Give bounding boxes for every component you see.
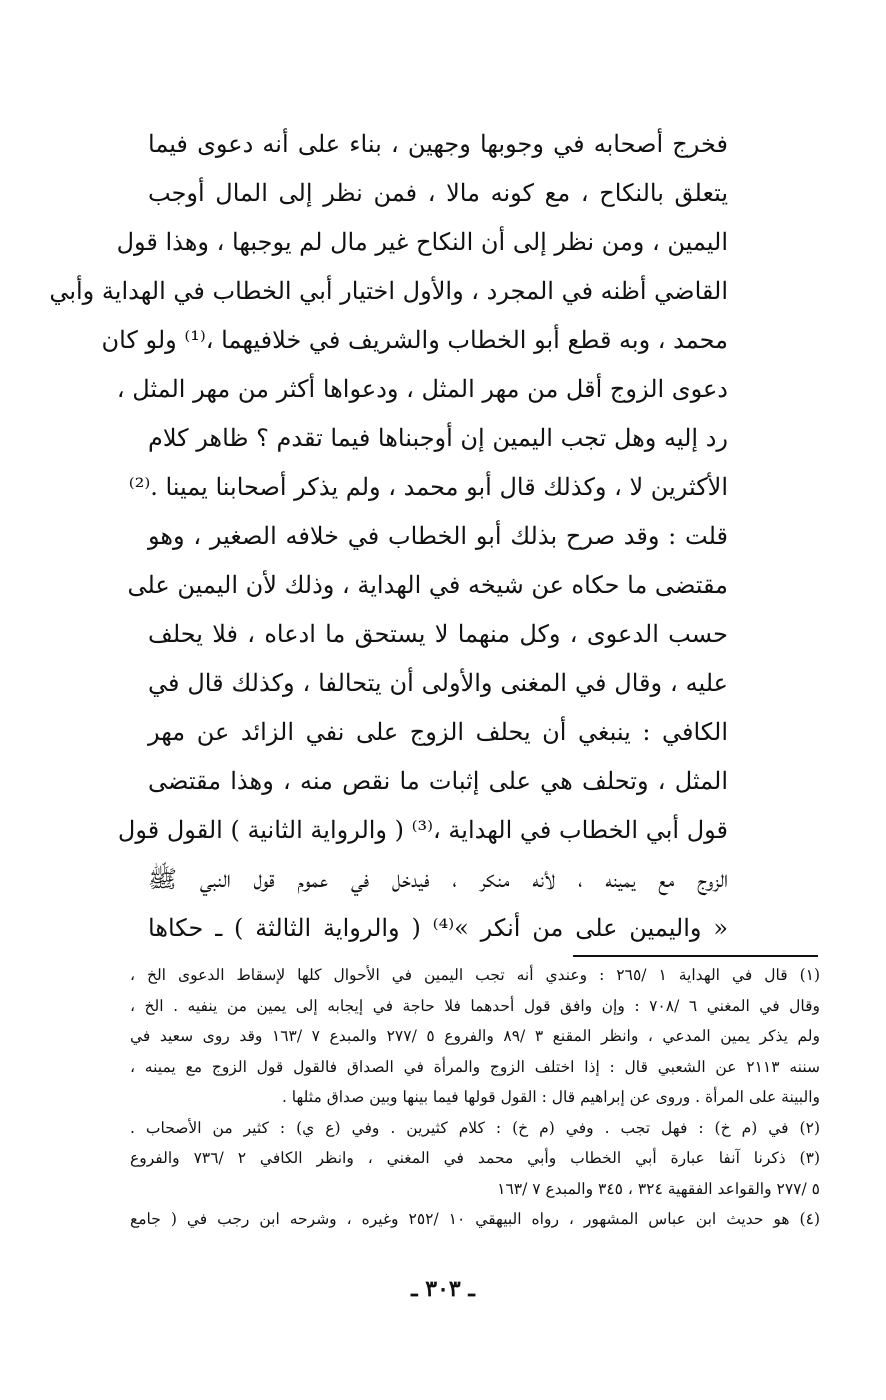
footnote-line: سننه ٢١١٣ عن الشعبي قال : إذا اختلف الزوج والمرأة في الصداق فالقول قول الزوج مع يمينه ، (130, 1057, 820, 1076)
footnote-line: ولم يذكر يمين المدعي ، وانظر المقنع ٣ /٨٩ والفروع ٥ /٢٧٧ والمبدع ٧ /١٦٣ وقد روى سعيد في (130, 1027, 820, 1045)
text-line: قول أبي الخطاب في الهداية ،⁽³⁾ ( والرواية الثانية ) القول قول (117, 816, 728, 844)
text-line: حسب الدعوى ، وكل منهما لا يستحق ما ادعاه ، فلا يحلف (148, 620, 728, 648)
footnote-line: (٢) في (م خ) : فهل تجب . وفي (م خ) : كلام كثيرين . وفي (ع ي) : كثير من الأصحاب . (130, 1118, 820, 1137)
text-line: اليمين ، ومن نظر إلى أن النكاح غير مال لم يوجبها ، وهذا قول (116, 228, 728, 256)
text-line: فخرج أصحابه في وجوبها وجهين ، بناء على أنه دعوى فيما (148, 130, 728, 158)
text-line: يتعلق بالنكاح ، مع كونه مالا ، فمن نظر إلى المال أوجب (148, 179, 728, 207)
footnote-line: (٣) ذكرنا آنفا عبارة أبي الخطاب وأبي محمد في المغني ، وانظر الكافي ٢ /٧٣٦ والفروع (130, 1149, 820, 1167)
text-line: قلت : وقد صرح بذلك أبو الخطاب في خلافه الصغير ، وهو (148, 522, 728, 550)
footnote-line: (٤) هو حديث ابن عباس المشهور ، رواه البيهقي ١٠ /٢٥٢ وغيره ، وشرحه ابن رجب في ( جامع (130, 1210, 820, 1228)
page-number: ـ ٣٠٣ ـ (411, 1276, 475, 1302)
text-line: القاضي أظنه في المجرد ، والأول اختيار أبي الخطاب في الهداية وأبي (49, 277, 728, 305)
text-line: دعوى الزوج أقل من مهر المثل ، ودعواها أكثر من مهر المثل ، (116, 375, 728, 403)
text-line: الزوج مع يمينه ، لأنه منكر ، فيدخل في عموم قول النبي ﷺ (148, 865, 728, 893)
footnote-line: والبينة على المرأة . وروى عن إبراهيم قال : القول قولها فيما بينها وبين صداق مثلها . (281, 1088, 820, 1106)
text-line: محمد ، وبه قطع أبو الخطاب والشريف في خلافيهما ،⁽¹⁾ ولو كان (101, 326, 728, 354)
footnote-line: ٥ /٢٧٧ والقواعد الفقهية ٣٢٤ ، ٣٤٥ والمبدع ٧ /١٦٣ (497, 1179, 820, 1198)
footnote-line: وقال في المغني ٦ /٧٠٨ : وإن وافق قول أحدهما فلا حاجة في إيجابه إلى يمين من ينفيه . الخ ، (130, 996, 820, 1015)
text-line: المثل ، وتحلف هي على إثبات ما نقص منه ، وهذا مقتضى (148, 767, 728, 795)
footnote-line: (١) قال في الهداية ١ /٢٦٥ : وعندي أنه تجب اليمين في الأحوال كلها لإسقاط الدعوى الخ ، (130, 966, 821, 984)
text-line: رد إليه وهل تجب اليمين إن أوجبناها فيما تقدم ؟ ظاهر كلام (147, 424, 728, 452)
footnotes (130, 960, 820, 1235)
main-text (49, 120, 729, 953)
text-line: الكافي : ينبغي أن يحلف الزوج على نفي الزائد عن مهر (148, 718, 728, 746)
text-line: مقتضى ما حكاه عن شيخه في الهداية ، وذلك لأن اليمين على (127, 571, 728, 599)
text-line: عليه ، وقال في المغنى والأولى أن يتحالفا ، وكذلك قال في (148, 669, 728, 697)
text-line: « واليمين على من أنكر »⁽⁴⁾ ( والرواية الثالثة ) ـ حكاها (148, 914, 729, 942)
footnote-separator (573, 955, 818, 957)
text-line: الأكثرين لا ، وكذلك قال أبو محمد ، ولم يذكر أصحابنا يمينا .⁽²⁾ (128, 473, 728, 501)
